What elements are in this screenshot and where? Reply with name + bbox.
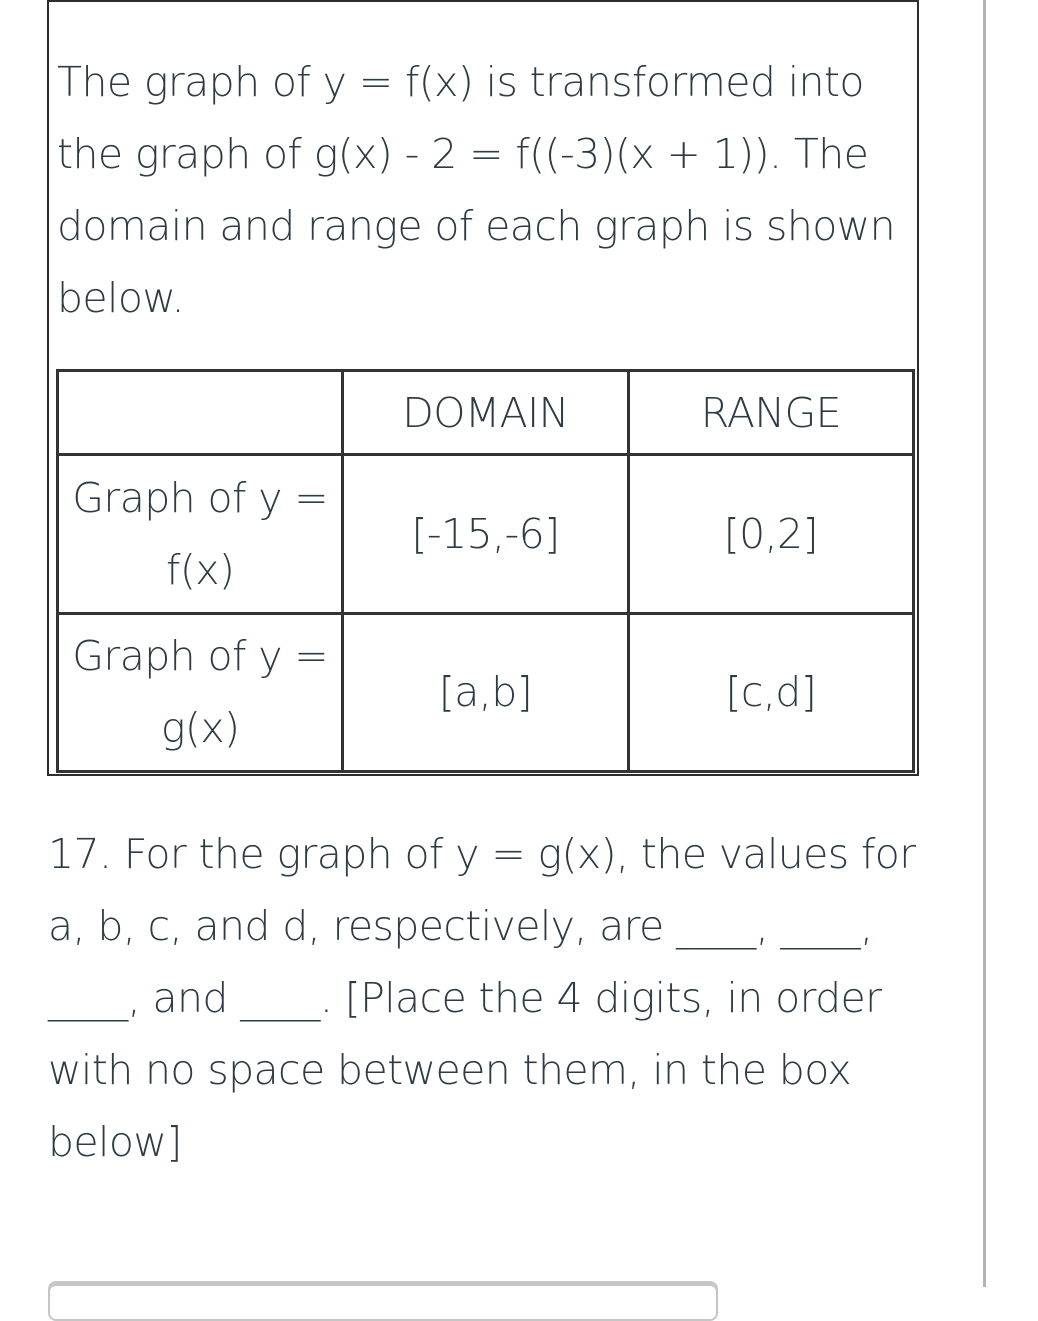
row-label-g: Graph of y = g(x) (58, 613, 343, 771)
header-empty-cell (58, 371, 343, 455)
domain-range-table (56, 369, 915, 773)
range-f: [0,2] (628, 455, 913, 613)
header-domain: DOMAIN (343, 371, 628, 455)
domain-f: [-15,-6] (343, 455, 628, 613)
question-text: 17. For the graph of y = g(x), the values for a, b, c, and d, respectively, are ____, ____, ____, and ____. [Place the 4 digits, in order with no space between them, in the box below] (48, 830, 916, 1166)
table-row (58, 613, 914, 771)
table-header-row (58, 371, 914, 455)
domain-g: [a,b] (343, 613, 628, 771)
range-g: [c,d] (628, 613, 913, 771)
problem-intro-text: The graph of y = f(x) is transformed into the graph of g(x) - 2 = f((-3)(x + 1)). The domain and range of each graph is shown below. (57, 58, 896, 322)
scrollbar-divider (983, 0, 986, 1287)
answer-input[interactable] (48, 1281, 718, 1321)
table-row (58, 455, 914, 613)
row-label-f: Graph of y = f(x) (58, 455, 343, 613)
header-range: RANGE (628, 371, 913, 455)
question-content-box (47, 0, 919, 776)
